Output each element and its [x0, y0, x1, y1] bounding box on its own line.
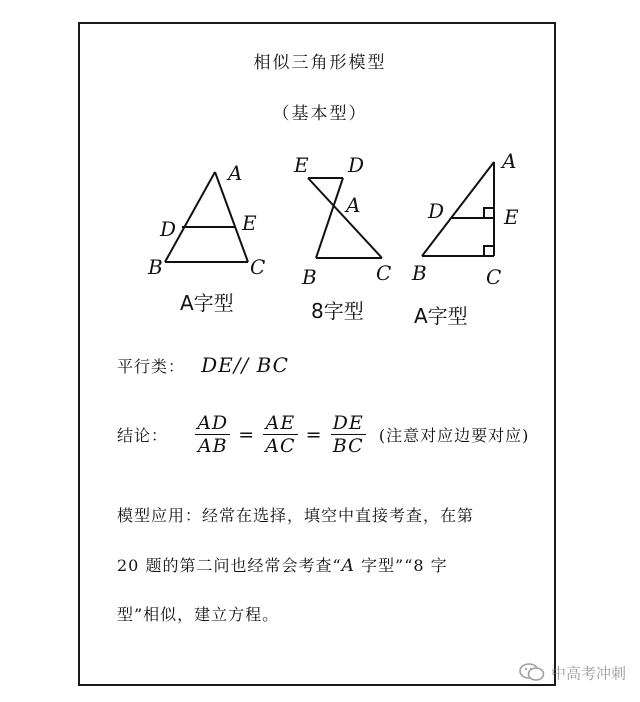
- application-line-1: 模型应用：经常在选择，填空中直接考查，在第: [117, 506, 475, 525]
- fraction-denominator: AB: [195, 434, 230, 457]
- right-angle-e: [484, 208, 494, 218]
- label-d: D: [428, 199, 445, 223]
- application-line-2: [117, 553, 448, 576]
- equals-sign: =: [238, 423, 256, 446]
- label-a: A: [228, 161, 243, 185]
- label-e: E: [242, 211, 257, 235]
- application-line-2-italic: A: [341, 556, 355, 576]
- page-subtitle: （基本型）: [272, 104, 368, 124]
- caption-a-shape-2: A字型: [414, 304, 468, 328]
- application-line-2-post: 字型”“8 字: [354, 556, 448, 575]
- fraction-de-bc: [331, 412, 366, 457]
- figure-8-shape: [288, 150, 408, 290]
- label-c: C: [486, 265, 502, 289]
- application-line-2-pre: 20 题的第二问也经常会考查“: [117, 556, 342, 575]
- caption-8-shape: 8字型: [311, 299, 364, 323]
- figure-a-shape-1: [140, 150, 280, 290]
- label-b: B: [148, 255, 163, 279]
- parallel-row: [117, 353, 289, 377]
- label-b: B: [412, 261, 427, 285]
- equals-sign: =: [305, 423, 323, 446]
- figure-a-shape-2: [408, 150, 528, 290]
- label-e: E: [294, 153, 309, 177]
- parallel-statement: DE// BC: [201, 353, 289, 377]
- label-a: A: [346, 193, 361, 217]
- label-a: A: [502, 150, 517, 173]
- fraction-ae-ac: [263, 412, 297, 457]
- label-c: C: [250, 255, 266, 279]
- label-d: D: [348, 153, 365, 177]
- wechat-icon: [519, 662, 545, 686]
- watermark: [519, 662, 626, 686]
- right-angle-c: [484, 246, 494, 256]
- application-line-3: 型”相似，建立方程。: [117, 605, 280, 624]
- conclusion-note: (注意对应边要对应): [378, 426, 530, 445]
- label-e: E: [504, 205, 519, 229]
- caption-a-shape-1: A字型: [180, 291, 234, 315]
- fraction-denominator: AC: [265, 435, 296, 457]
- parallel-label: 平行类：: [117, 357, 186, 376]
- label-d: D: [160, 217, 177, 241]
- page-title: 相似三角形模型: [253, 53, 387, 73]
- fraction-numerator: AE: [265, 412, 296, 434]
- fraction-numerator: AD: [197, 412, 229, 434]
- label-b: B: [302, 265, 317, 289]
- label-c: C: [376, 261, 392, 285]
- fraction-denominator: BC: [331, 434, 366, 457]
- watermark-text: 中高考冲刺: [550, 664, 626, 683]
- conclusion-row: [117, 412, 529, 457]
- fraction-numerator: DE: [332, 412, 364, 434]
- fraction-ad-ab: [195, 412, 230, 457]
- conclusion-label: 结论：: [117, 426, 169, 445]
